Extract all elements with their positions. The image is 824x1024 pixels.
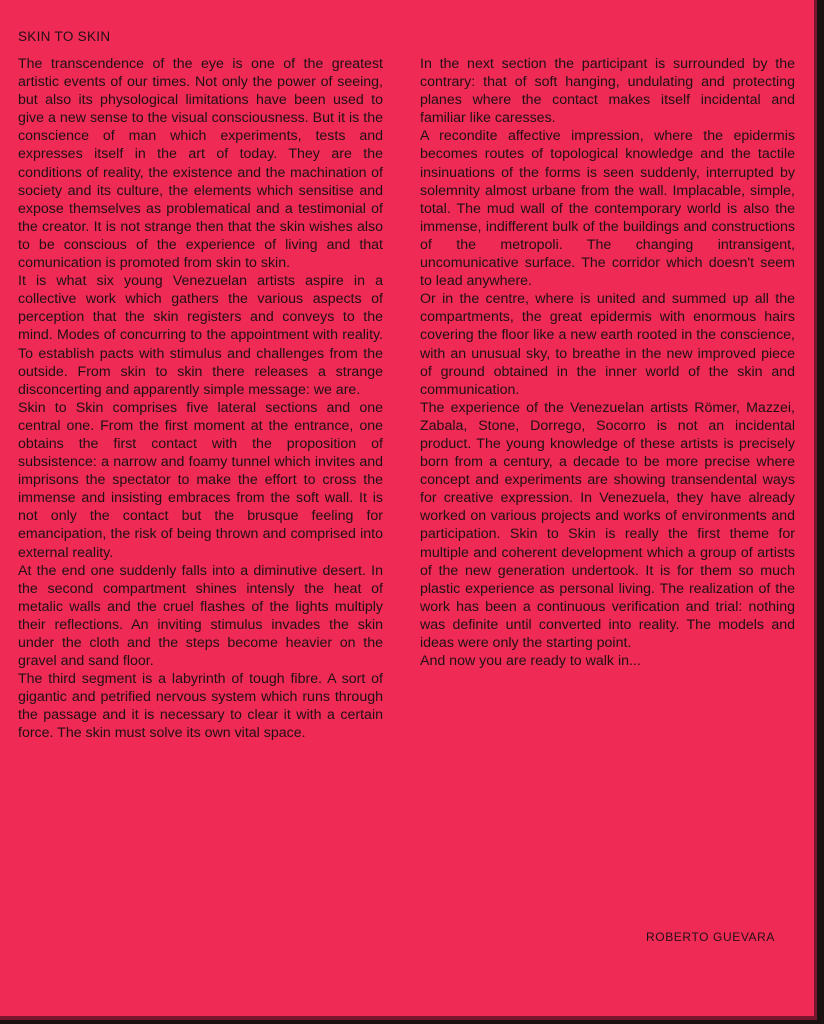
paragraph: It is what six young Venezuelan artists aspire in a collective work which gathers the various aspects of perception that the skin registers and conveys to the mind. Modes of concurring to the appointment with reality. To establish pacts with stimulus and challenges from the outside. From skin to skin there releases a strange disconcerting and apparently simple message: we are. <box>18 273 383 398</box>
paragraph: The third segment is a labyrinth of tough fibre. A sort of gigantic and petrified nervous system which runs through the passage and it is necessary to clear it with a certain force. The skin must solve its own vital space. <box>18 671 383 742</box>
paragraph: At the end one suddenly falls into a diminutive desert. In the second compartment shines intensly the heat of metalic walls and the cruel flashes of the lights multiply their reflections. An inviting stimulus invades the skin under the cloth and the steps become heavier on the gravel and sand floor. <box>18 562 383 670</box>
paragraph: In the next section the participant is surrounded by the contrary: that of soft hanging, undulating and protecting planes where the contact makes itself incidental and familiar like caresses. <box>420 56 795 127</box>
document-title: SKIN TO SKIN <box>18 29 111 44</box>
author-signature: ROBERTO GUEVARA <box>646 930 776 944</box>
paragraph: And now you are ready to walk in... <box>420 653 641 670</box>
paragraph: Skin to Skin comprises five lateral sections and one central one. From the first moment at the entrance, one obtains the first contact with the proposition of subsistence: a narrow and foamy tunnel which invites and imprisons the spectator to make the effort to cross the immense and insisting embraces from the soft wall. It is not only the contact but the brusque feeling for emancipation, the risk of being thrown and comprised into external reality. <box>18 399 383 561</box>
left-column <box>18 55 383 743</box>
paragraph: Or in the centre, where is united and summed up all the compartments, the great epidermis with enormous hairs covering the floor like a new earth rooted in the conscience, with an unusual sky, to breathe in the new improved piece of ground obtained in the inner world of the skin and communication. <box>420 291 795 398</box>
paragraph: The transcendence of the eye is one of the greatest artistic events of our times. Not only the power of seeing, but also its physological limitations have been used to give a new sense to the visual consciousness. But it is the conscience of man which experiments, tests and expresses itself in the art of today. They are the conditions of reality, the existence and the machination of society and its culture, the elements which sensitise and expose themselves as problematical and a testimonial of the creator. It is not strange then that the skin wishes also to be conscious of the experience of living and that comunication is promoted from skin to skin. <box>18 56 383 272</box>
right-column <box>420 55 795 670</box>
paragraph: A recondite affective impression, where the epidermis becomes routes of topological knowledge and the tactile insinuations of the forms is seen suddenly, interrupted by solemnity almost urbane from the wall. Implacable, simple, total. The mud wall of the contemporary world is also the immense, indifferent bulk of the buildings and constructions of the metropoli. The changing intransigent, uncomunicative surface. The corridor which doesn't seem to lead anywhere. <box>420 128 795 290</box>
paragraph: The experience of the Venezuelan artists Römer, Mazzei, Zabala, Stone, Dorrego, Socorro is not an incidental product. The young knowledge of these artists is precisely born from a century, a decade to be more precise where concept and experiments are showing transendental ways for creative expression. In Venezuela, they have already worked on various projects and works of environments and participation. Skin to Skin is really the first theme for multiple and coherent development which a group of artists of the new generation undertook. It is for them so much plastic experience as personal living. The realization of the work has been a continuous verification and trial: nothing was definite until converted into reality. The models and ideas were only the starting point. <box>420 399 795 651</box>
